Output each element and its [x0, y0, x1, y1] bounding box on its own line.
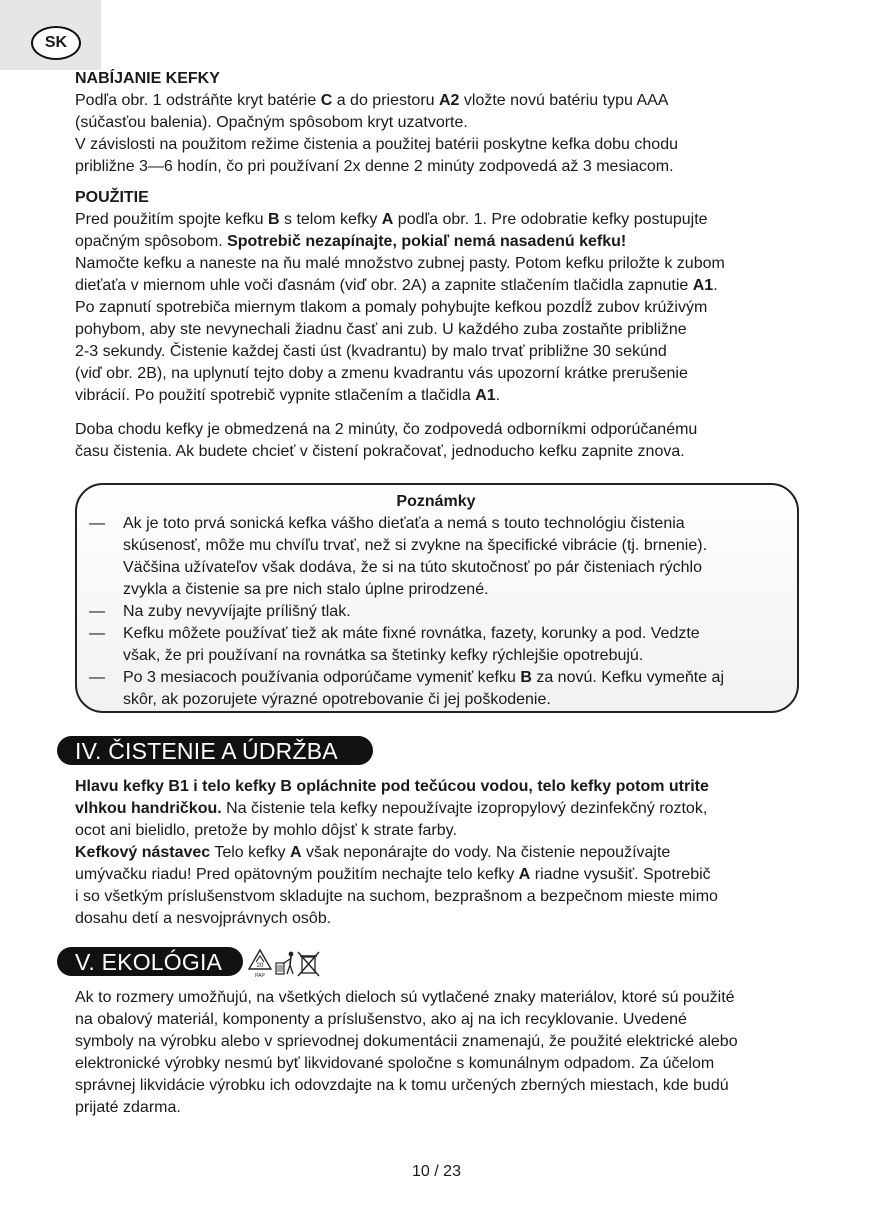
charging-heading: NABÍJANIE KEFKY [75, 70, 220, 87]
charging-paragraph-line: Podľa obr. 1 odstráňte kryt batérie C a do priestoru A2 vložte novú batériu typu AAA [75, 92, 669, 109]
note-item: — Kefku môžete používať tiež ak máte fixné rovnátka, fazety, korunky a pod. Vedzte však, že pri používaní na rovnátka sa štetinky kefky rýchlejšie opotrebujú. [89, 625, 700, 664]
ecology-line: symboly na výrobku alebo v sprievodnej dokumentácii znamenajú, že použité elektrické alebo [75, 1033, 738, 1050]
usage-line: (viď obr. 2B), na uplynutí tejto doby a zmenu kvadrantu vás upozorní krátke prerušenie [75, 365, 688, 382]
note-dash: — [89, 625, 105, 642]
recycle-code: 20 [256, 963, 264, 969]
ecology-content [75, 987, 815, 1119]
ecology-line: Ak to rozmery umožňujú, na všetkých dieloch sú vytlačené znaky materiálov, ktoré sú použité [75, 989, 735, 1006]
usage-line: Pred použitím spojte kefku B s telom kefky A podľa obr. 1. Pre odobratie kefky postupujte [75, 211, 708, 228]
note-item: — Ak je toto prvá sonická kefka vášho dieťaťa a nemá s touto technológiu čistenia skúsenosť, môže mu chvíľu trvať, než si zvykne na špecifické vibrácie (tj. brnenie). Väčšina užívateľov však dodáva, že si na túto skutočnosť po pár čisteniach rýchlo zvykla a čistenie sa pre nich stalo úplne prirodzené. [89, 515, 708, 598]
language-badge: SK [31, 26, 81, 60]
usage-line: Po zapnutí spotrebiča miernym tlakom a pomaly pohybujte kefkou pozdĺž zubov krúživým [75, 299, 708, 316]
ecology-line: prijaté zdarma. [75, 1099, 181, 1116]
page-number: 10 / 23 [412, 1163, 461, 1180]
ecology-line: správnej likvidácie výrobku ich odovzdajte na k tomu určených zberných miestach, kde budú [75, 1077, 729, 1094]
usage-heading: POUŽITIE [75, 189, 149, 206]
cleaning-line: vlhkou handričkou. Na čistenie tela kefky nepoužívajte izopropylový dezinfekčný roztok, [75, 800, 708, 817]
note-dash: — [89, 603, 105, 620]
usage-line: pohybom, aby ste nevynechali žiadnu časť ani zub. U každého zuba zostaňte približne [75, 321, 687, 338]
notes-title: Poznámky [396, 493, 476, 510]
main-content [75, 68, 815, 463]
cleaning-line: Hlavu kefky B1 i telo kefky B opláchnite pod tečúcou vodou, telo kefky potom utrite [75, 778, 709, 795]
usage-line: dieťaťa v miernom uhle voči ďasnám (viď obr. 2A) a zapnite stlačením tlačidla zapnutie A1. [75, 277, 718, 294]
cleaning-line: Kefkový nástavec Telo kefky A však neponárajte do vody. Na čistenie nepoužívajte [75, 844, 671, 861]
cleaning-line: dosahu detí a nesvojprávnych osôb. [75, 910, 332, 927]
usage-line: času čistenia. Ak budete chcieť v čistení pokračovať, jednoducho kefku zapnite znova. [75, 443, 685, 460]
litter-bin-icon [276, 952, 293, 974]
usage-line: Namočte kefku a naneste na ňu malé množstvo zubnej pasty. Potom kefku priložte k zubom [75, 255, 725, 272]
ecology-line: na obalový materiál, komponenty a príslušenstvo, ako aj na ich recyklovanie. Uvedené [75, 1011, 687, 1028]
eco-icons [246, 948, 326, 980]
notes-box [75, 483, 799, 713]
cleaning-line: ocot ani bielidlo, pretože by mohlo dôjsť k strate farby. [75, 822, 457, 839]
usage-line: Doba chodu kefky je obmedzená na 2 minúty, čo zodpovedá odborníkmi odporúčanému [75, 421, 698, 438]
section-header-ecology: V. EKOLÓGIA [57, 947, 243, 976]
cleaning-content [75, 776, 815, 930]
charging-paragraph-line: V závislosti na použitom režime čistenia a použitej batérii poskytne kefka dobu chodu [75, 136, 678, 153]
recycle-material: PAP [255, 973, 265, 979]
cleaning-line: umývačku riadu! Pred opätovným použitím nechajte telo kefky A riadne vysušiť. Spotrebič [75, 866, 711, 883]
usage-line: 2-3 sekundy. Čistenie každej časti úst (kvadrantu) by malo trvať približne 30 sekúnd [75, 343, 667, 360]
note-dash: — [89, 515, 105, 532]
section-header-cleaning: IV. ČISTENIE A ÚDRŽBA [57, 736, 373, 765]
ecology-line: elektronické výrobky nesmú byť likvidované spoločne s komunálnym odpadom. Za účelom [75, 1055, 715, 1072]
crossed-bin-icon [298, 952, 319, 976]
recycle-icon [249, 950, 271, 979]
usage-line: opačným spôsobom. Spotrebič nezapínajte, pokiaľ nemá nasadenú kefku! [75, 233, 627, 250]
charging-paragraph-line: (súčasťou balenia). Opačným spôsobom kryt uzatvorte. [75, 114, 468, 131]
usage-line: vibrácií. Po použití spotrebič vypnite stlačením a tlačidla A1. [75, 387, 501, 404]
cleaning-line: i so všetkým príslušenstvom skladujte na suchom, bezprašnom a bezpečnom mieste mimo [75, 888, 718, 905]
note-dash: — [89, 669, 105, 686]
note-item: — Po 3 mesiacoch používania odporúčame vymeniť kefku B za novú. Kefku vymeňte aj skôr, ak pozorujete výrazné opotrebovanie či jej poškodenie. [89, 669, 724, 708]
charging-paragraph-line: približne 3—6 hodín, čo pri používaní 2x denne 2 minúty zodpovedá až 3 mesiacom. [75, 158, 674, 175]
note-item: — Na zuby nevyvíjajte prílišný tlak. [89, 601, 783, 623]
